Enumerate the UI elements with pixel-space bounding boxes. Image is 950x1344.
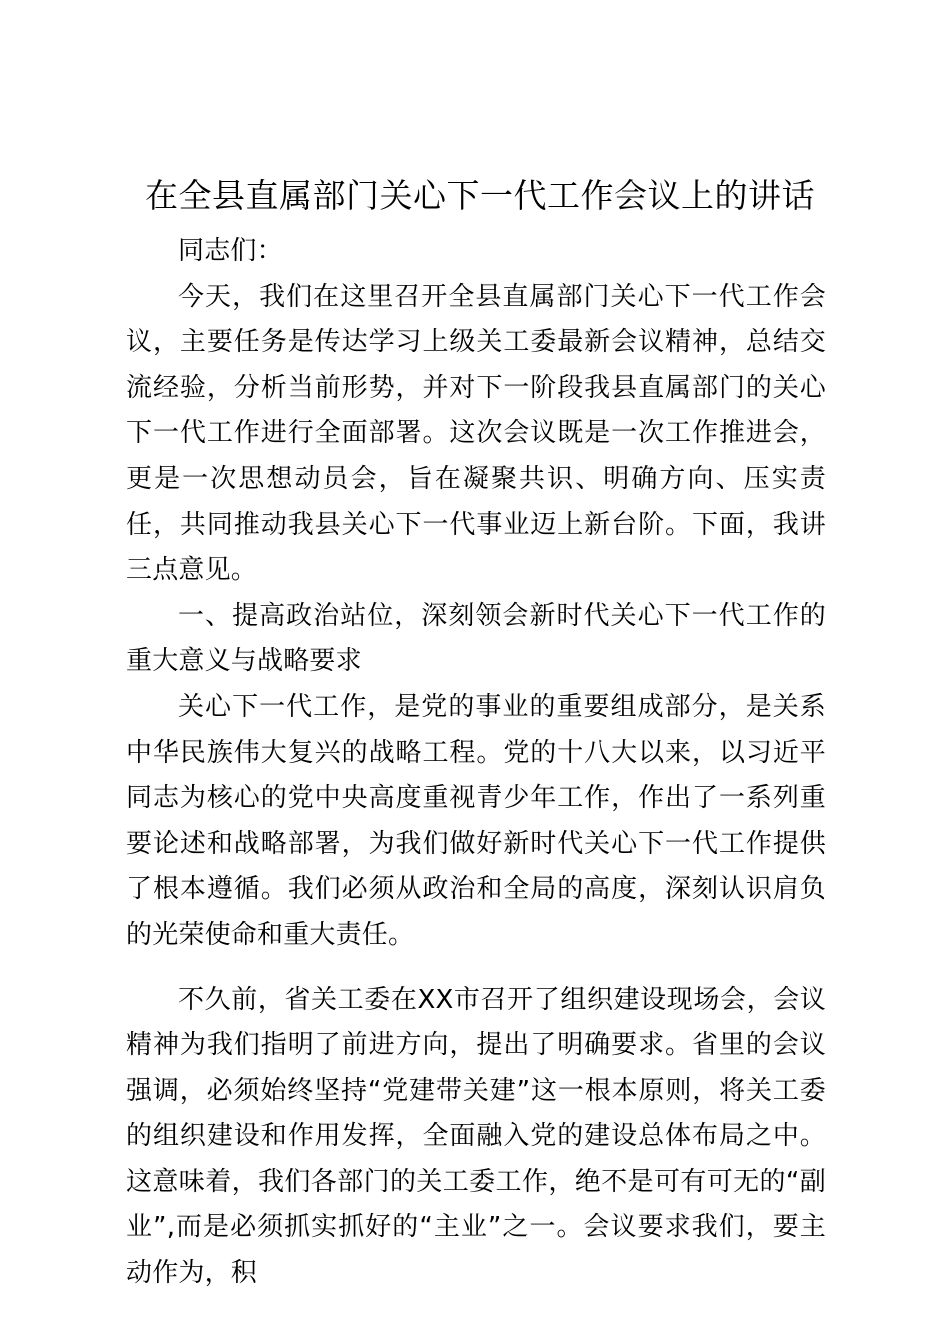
- paragraph-intro: 今天，我们在这里召开全县直属部门关心下一代工作会议，主要任务是传达学习上级关工委最新会议精神，总结交流经验，分析当前形势，并对下一阶段我县直属部门的关心下一代工作进行全面部署。这次会议既是一次工作推进会，更是一次思想动员会，旨在凝聚共识、明确方向、压实责任，共同推动我县关心下一代事业迈上新台阶。下面，我讲三点意见。: [126, 281, 826, 586]
- paragraph-provincial-meeting: 不久前，省关工委在XX市召开了组织建设现场会，会议精神为我们指明了前进方向，提出了明确要求。省里的会议强调，必须始终坚持“党建带关建”这一根本原则，将关工委的组织建设和作用发挥，全面融入党的建设总体布局之中。这意味着，我们各部门的关工委工作，绝不是可有可无的“副业”,而是必须抓实抓好的“主业”之一。会议要求我们，要主动作为，积: [126, 984, 826, 1289]
- salutation: 同志们：: [178, 236, 283, 266]
- document-body: [126, 229, 826, 1297]
- section-heading-1: 一、提高政治站位，深刻领会新时代关心下一代工作的重大意义与战略要求: [126, 600, 826, 677]
- paragraph-significance: 关心下一代工作，是党的事业的重要组成部分，是关系中华民族伟大复兴的战略工程。党的十八大以来，以习近平同志为核心的党中央高度重视青少年工作，作出了一系列重要论述和战略部署，为我们做好新时代关心下一代工作提供了根本遵循。我们必须从政治和全局的高度，深刻认识肩负的光荣使命和重大责任。: [126, 691, 826, 950]
- document-title: 在全县直属部门关心下一代工作会议上的讲话: [145, 176, 815, 215]
